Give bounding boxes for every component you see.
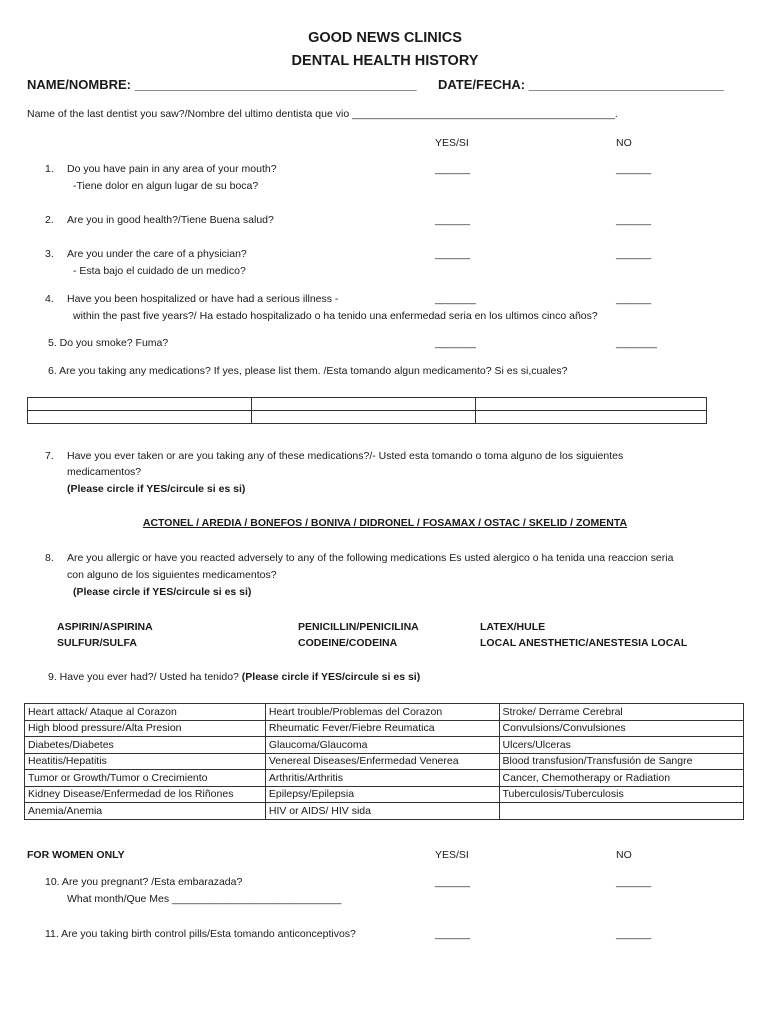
question-4-no-blank[interactable]: ______ bbox=[616, 293, 652, 305]
question-8-text-cont: con alguno de los siguientes medicamentos? bbox=[67, 569, 277, 581]
question-5-text: 5. Do you smoke? Fuma? bbox=[48, 337, 169, 349]
condition-cell[interactable]: Cancer, Chemotherapy or Radiation bbox=[499, 770, 743, 787]
question-3-text: Are you under the care of a physician? bbox=[67, 248, 247, 260]
condition-cell[interactable]: Stroke/ Derrame Cerebral bbox=[499, 704, 743, 721]
question-2-text: Are you in good health?/Tiene Buena salud? bbox=[67, 214, 274, 226]
question-9-instruction: (Please circle if YES/circule si es si) bbox=[241, 671, 421, 683]
question-11-yes-blank[interactable]: ______ bbox=[435, 928, 471, 940]
question-8-instruction: (Please circle if YES/circule si es si) bbox=[73, 586, 252, 598]
question-1-yes-blank[interactable]: ______ bbox=[435, 163, 471, 175]
question-7-number: 7. bbox=[45, 450, 54, 462]
date-field[interactable]: DATE/FECHA: ___________________________ bbox=[438, 77, 724, 92]
table-row bbox=[25, 704, 744, 721]
medication-entry-cell[interactable] bbox=[252, 411, 476, 424]
condition-cell[interactable]: Venereal Diseases/Enfermedad Venerea bbox=[265, 753, 499, 770]
women-no-column-header: NO bbox=[616, 849, 632, 861]
condition-cell[interactable]: Arthritis/Arthritis bbox=[265, 770, 499, 787]
condition-cell[interactable]: Kidney Disease/Enfermedad de los Riñones bbox=[25, 786, 266, 803]
no-column-header: NO bbox=[616, 137, 632, 149]
question-1-number: 1. bbox=[45, 163, 54, 175]
question-4-text: Have you been hospitalized or have had a serious illness - bbox=[67, 293, 339, 305]
table-row bbox=[25, 803, 744, 820]
table-row bbox=[25, 737, 744, 754]
question-4-yes-blank[interactable]: _______ bbox=[435, 293, 476, 305]
table-row bbox=[25, 720, 744, 737]
condition-cell[interactable]: Tumor or Growth/Tumor o Crecimiento bbox=[25, 770, 266, 787]
question-9-text bbox=[48, 671, 420, 683]
question-1-no-blank[interactable]: ______ bbox=[616, 163, 652, 175]
question-11-text: 11. Are you taking birth control pills/Esta tomando anticonceptivos? bbox=[45, 928, 356, 940]
table-row bbox=[25, 753, 744, 770]
medication-entry-cell[interactable] bbox=[28, 398, 252, 411]
pregnancy-month-field[interactable]: What month/Que Mes _____________________________ bbox=[67, 893, 342, 905]
condition-cell[interactable]: High blood pressure/Alta Presion bbox=[25, 720, 266, 737]
question-10-no-blank[interactable]: ______ bbox=[616, 876, 652, 888]
medication-entry-cell[interactable] bbox=[476, 398, 707, 411]
question-9-prefix: 9. Have you ever had?/ Usted ha tenido? bbox=[48, 671, 242, 683]
form-title-line1: GOOD NEWS CLINICS bbox=[308, 30, 462, 46]
allergy-latex[interactable]: LATEX/HULE bbox=[480, 621, 546, 633]
bisphosphonate-medications-list[interactable]: ACTONEL / AREDIA / BONEFOS / BONIVA / DIDRONEL / FOSAMAX / OSTAC / SKELID / ZOMENTA bbox=[142, 517, 628, 529]
question-3-yes-blank[interactable]: ______ bbox=[435, 248, 471, 260]
table-row bbox=[25, 770, 744, 787]
medication-entry-cell[interactable] bbox=[476, 411, 707, 424]
condition-cell[interactable]: Convulsions/Convulsiones bbox=[499, 720, 743, 737]
question-10-text: 10. Are you pregnant? /Esta embarazada? bbox=[45, 876, 243, 888]
condition-cell[interactable]: HIV or AIDS/ HIV sida bbox=[265, 803, 499, 820]
question-8-number: 8. bbox=[45, 552, 54, 564]
question-5-yes-blank[interactable]: _______ bbox=[435, 337, 476, 349]
medication-entry-cell[interactable] bbox=[28, 411, 252, 424]
condition-cell[interactable]: Tuberculosis/Tuberculosis bbox=[499, 786, 743, 803]
question-1-text: Do you have pain in any area of your mouth? bbox=[67, 163, 277, 175]
question-2-no-blank[interactable]: ______ bbox=[616, 214, 652, 226]
condition-cell[interactable]: Heatitis/Hepatitis bbox=[25, 753, 266, 770]
yes-column-header: YES/SI bbox=[435, 137, 469, 149]
table-row bbox=[25, 786, 744, 803]
condition-cell[interactable]: Epilepsy/Epilepsia bbox=[265, 786, 499, 803]
question-2-yes-blank[interactable]: ______ bbox=[435, 214, 471, 226]
condition-cell[interactable]: Blood transfusion/Transfusión de Sangre bbox=[499, 753, 743, 770]
question-7-text: Have you ever taken or are you taking any of these medications?/- Usted esta tomando o toma alguno de los siguientes bbox=[67, 450, 624, 462]
question-7-instruction: (Please circle if YES/circule si es si) bbox=[67, 483, 246, 495]
question-2-number: 2. bbox=[45, 214, 54, 226]
question-1-translation: -Tiene dolor en algun lugar de su boca? bbox=[73, 180, 259, 192]
question-7-text-cont: medicamentos? bbox=[67, 466, 142, 478]
question-6-text: 6. Are you taking any medications? If yes, please list them. /Esta tomando algun medicamento? Si es si,cuales? bbox=[48, 365, 568, 377]
allergy-codeine[interactable]: CODEINE/CODEINA bbox=[298, 637, 398, 649]
conditions-table bbox=[24, 703, 744, 820]
question-4-translation: within the past five years?/ Ha estado hospitalizado o ha tenido una enfermedad seria en los ultimos cinco años? bbox=[73, 310, 598, 322]
allergy-aspirin[interactable]: ASPIRIN/ASPIRINA bbox=[57, 621, 153, 633]
women-only-header: FOR WOMEN ONLY bbox=[27, 849, 125, 861]
medications-list-table bbox=[27, 397, 707, 424]
condition-cell[interactable] bbox=[499, 803, 743, 820]
allergy-sulfur[interactable]: SULFUR/SULFA bbox=[57, 637, 137, 649]
question-8-text: Are you allergic or have you reacted adversely to any of the following medications Es usted alergico o ha tenida una reaccion seria bbox=[67, 552, 674, 564]
question-11-no-blank[interactable]: ______ bbox=[616, 928, 652, 940]
condition-cell[interactable]: Glaucoma/Glaucoma bbox=[265, 737, 499, 754]
question-3-no-blank[interactable]: ______ bbox=[616, 248, 652, 260]
question-3-translation: - Esta bajo el cuidado de un medico? bbox=[73, 265, 246, 277]
allergy-local-anesthetic[interactable]: LOCAL ANESTHETIC/ANESTESIA LOCAL bbox=[480, 637, 688, 649]
form-title-line2: DENTAL HEALTH HISTORY bbox=[291, 53, 479, 69]
question-3-number: 3. bbox=[45, 248, 54, 260]
name-field[interactable]: NAME/NOMBRE: _______________________________________ bbox=[27, 77, 417, 92]
condition-cell[interactable]: Heart trouble/Problemas del Corazon bbox=[265, 704, 499, 721]
question-4-number: 4. bbox=[45, 293, 54, 305]
condition-cell[interactable]: Diabetes/Diabetes bbox=[25, 737, 266, 754]
condition-cell[interactable]: Ulcers/Ulceras bbox=[499, 737, 743, 754]
question-5-no-blank[interactable]: _______ bbox=[616, 337, 657, 349]
medication-entry-cell[interactable] bbox=[252, 398, 476, 411]
women-yes-column-header: YES/SI bbox=[435, 849, 469, 861]
question-10-yes-blank[interactable]: ______ bbox=[435, 876, 471, 888]
condition-cell[interactable]: Rheumatic Fever/Fiebre Reumatica bbox=[265, 720, 499, 737]
allergy-penicillin[interactable]: PENICILLIN/PENICILINA bbox=[298, 621, 419, 633]
condition-cell[interactable]: Anemia/Anemia bbox=[25, 803, 266, 820]
condition-cell[interactable]: Heart attack/ Ataque al Corazon bbox=[25, 704, 266, 721]
last-dentist-field[interactable]: Name of the last dentist you saw?/Nombre del ultimo dentista que vio _____________________________________________. bbox=[27, 108, 618, 120]
